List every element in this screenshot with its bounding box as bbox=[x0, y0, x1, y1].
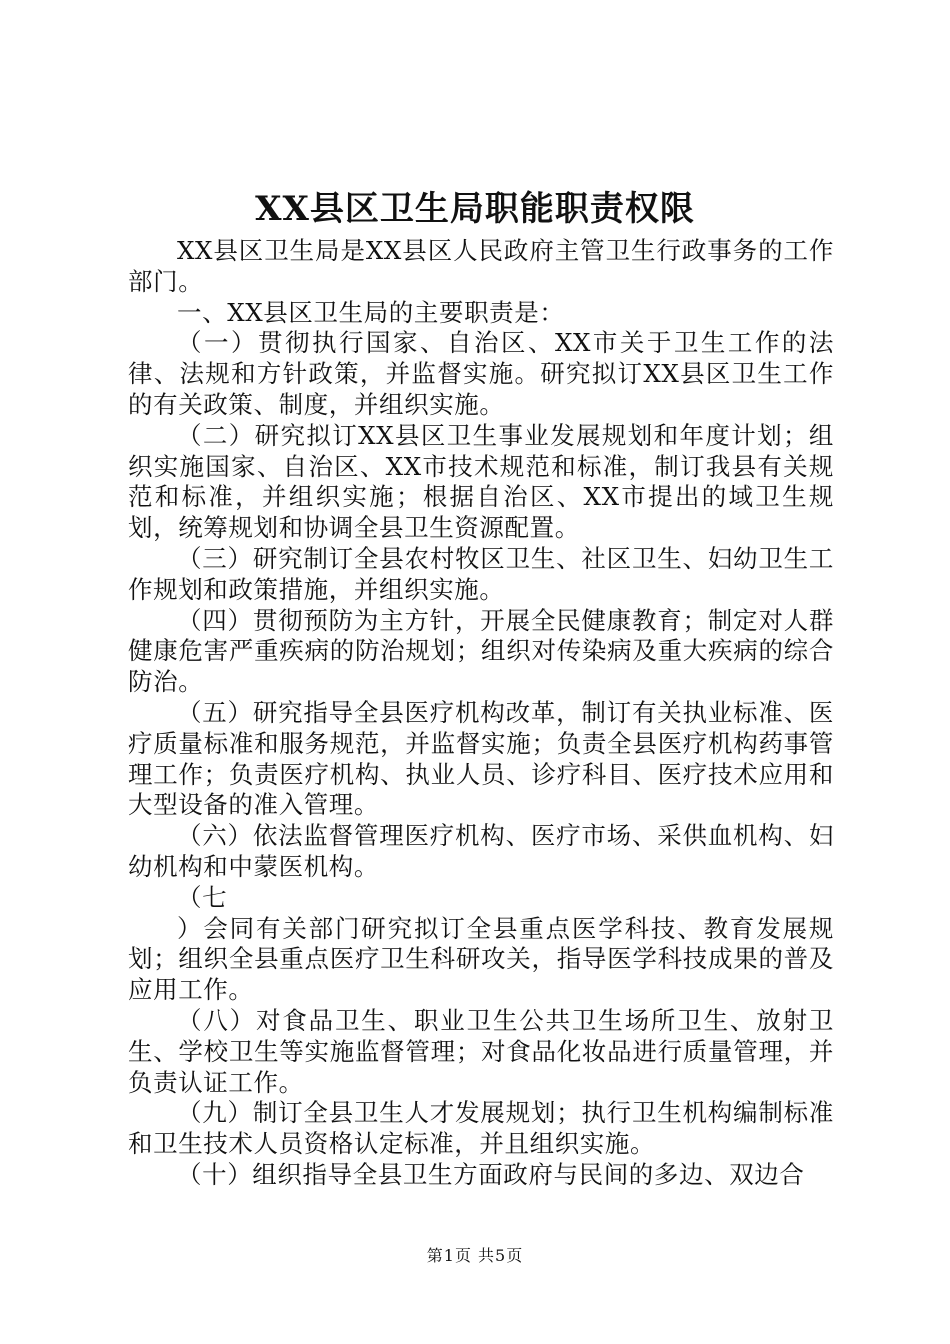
paragraph-item-4: （四）贯彻预防为主方针，开展全民健康教育；制定对人群健康危害严重疾病的防治规划；组织对传染病及重大疾病的综合防治。 bbox=[128, 605, 834, 697]
paragraph-item-6: （六）依法监督管理医疗机构、医疗市场、采供血机构、妇幼机构和中蒙医机构。 bbox=[128, 821, 834, 881]
paragraph-item-9: （九）制订全县卫生人才发展规划；执行卫生机构编制标准和卫生技术人员资格认定标准，并且组织实施。 bbox=[128, 1098, 834, 1159]
paragraph-intro: XX县区卫生局是XX县区人民政府主管卫生行政事务的工作部门。 bbox=[128, 236, 834, 296]
page-number: 第1页 共5页 bbox=[426, 1246, 524, 1265]
paragraph-item-7-body: ）会同有关部门研究拟订全县重点医学科技、教育发展规划；组织全县重点医疗卫生科研攻关，指导医学科技成果的普及应用工作。 bbox=[128, 913, 834, 1005]
paragraph-item-2: （二）研究拟订XX县区卫生事业发展规划和年度计划；组织实施国家、自治区、XX市技术规范和标准，制订我县有关规范和标准，并组织实施；根据自治区、XX市提出的域卫生规划，统筹规划和协调全县卫生资源配置。 bbox=[128, 420, 834, 543]
paragraph-item-3: （三）研究制订全县农村牧区卫生、社区卫生、妇幼卫生工作规划和政策措施，并组织实施。 bbox=[128, 543, 834, 604]
paragraph-item-8: （八）对食品卫生、职业卫生公共卫生场所卫生、放射卫生、学校卫生等实施监督管理；对食品化妆品进行质量管理，并负责认证工作。 bbox=[128, 1005, 834, 1097]
paragraph-section-heading: 一、XX县区卫生局的主要职责是： bbox=[177, 297, 565, 327]
document-body bbox=[128, 236, 834, 1191]
document-title: XX县区卫生局职能职责权限 bbox=[255, 189, 695, 229]
paragraph-item-10: （十）组织指导全县卫生方面政府与民间的多边、双边合 bbox=[177, 1159, 805, 1189]
paragraph-item-1: （一）贯彻执行国家、自治区、XX市关于卫生工作的法律、法规和方针政策，并监督实施。研究拟订XX县区卫生工作的有关政策、制度，并组织实施。 bbox=[128, 328, 834, 419]
paragraph-item-7-head: （七 bbox=[177, 882, 228, 912]
paragraph-item-5: （五）研究指导全县医疗机构改革，制订有关执业标准、医疗质量标准和服务规范，并监督实施；负责全县医疗机构药事管理工作；负责医疗机构、执业人员、诊疗科目、医疗技术应用和大型设备的准入管理。 bbox=[128, 697, 834, 820]
